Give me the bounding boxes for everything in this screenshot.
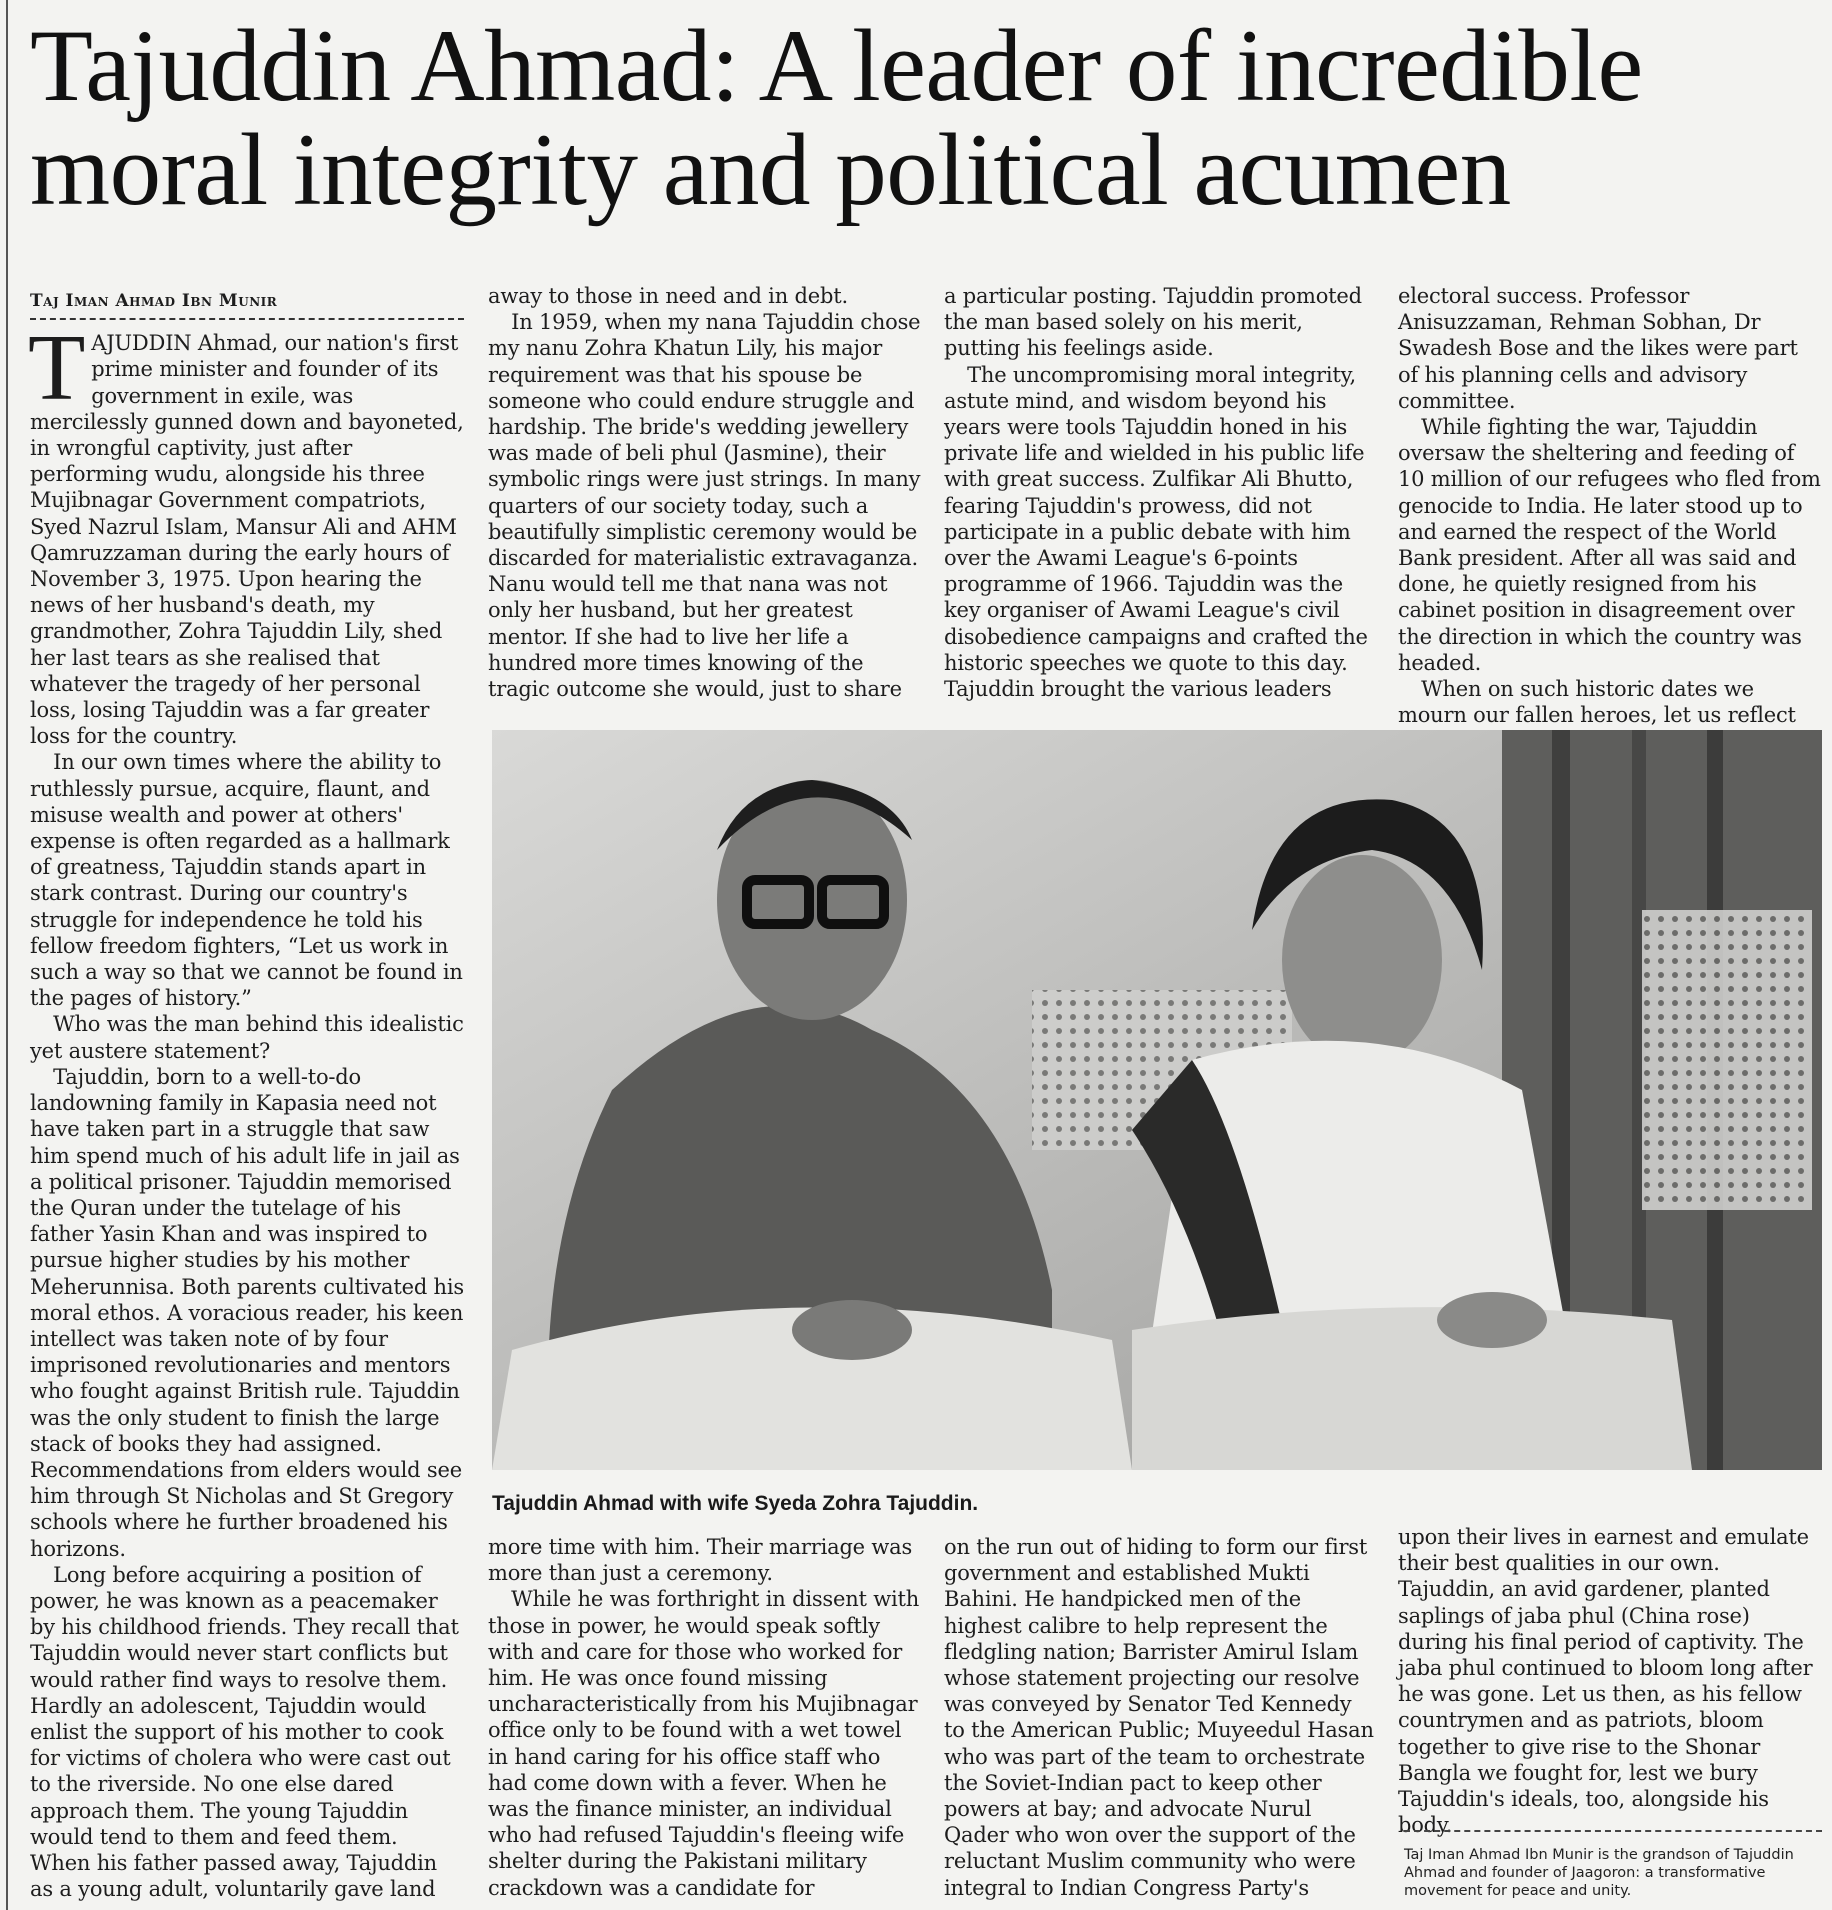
footnote-divider xyxy=(1404,1830,1822,1832)
left-column-rule xyxy=(6,0,8,1910)
paragraph: Long before acquiring a position of power, he was known as a peacemaker by his childhood friends. They recall that Tajuddin would never start conflicts but would rather find ways to resolve them. Hardly an adolescent, Tajuddin would enlist the support of his mother to cook for victims of cholera who were cast out to the riverside. No one else dared approach them. The young Tajuddin would tend to them and feed them. When his father passed away, Tajuddin as a young adult, voluntarily gave land xyxy=(30,1562,459,1902)
paragraph: away to those in need and in debt. xyxy=(488,284,848,308)
paragraph: When on such historic dates we mourn our fallen heroes, let us reflect xyxy=(1398,677,1796,728)
paragraph: Who was the man behind this idealistic yet austere statement? xyxy=(30,1012,464,1063)
paragraph-1-text: AJUDDIN Ahmad, our nation's first prime minister and founder of its government in exile, was mercilessly gunned down and bayoneted, in wrongful captivity, just after performing wudu, alongside his three Mujibnagar Government compatriots, Syed Nazrul Islam, Mansur Ali and AHM Qamruzzaman during the early hours of November 3, 1975. Upon hearing the news of her husband's death, my grandmother, Zohra Tajuddin Lily, shed her last tears as she realised that whatever the tragedy of her personal loss, losing Tajuddin was a far greater loss for the country. xyxy=(30,331,464,749)
paragraph: While he was forthright in dissent with those in power, he would speak softly with and care for those who worked for him. He was once found missing uncharacteristically from his Mujibnagar office only to be found with a wet towel in hand caring for his office staff who had come down with a fever. When he was the finance minister, an individual who had refused Tajuddin's fleeing wife shelter during the Pakistani military crackdown was a candidate for xyxy=(488,1587,920,1900)
byline: Taj Iman Ahmad Ibn Munir xyxy=(30,288,464,320)
author-footnote: Taj Iman Ahmad Ibn Munir is the grandson of Tajuddin Ahmad and founder of Jaagoron: a transformative movement for peace and unity. xyxy=(1404,1847,1794,1899)
paragraph: While fighting the war, Tajuddin oversaw the sheltering and feeding of 10 million of our refugees who fled from genocide to India. He later stood up to and earned the respect of the World Bank president. After all was said and done, he quietly resigned from his cabinet position in disagreement over the direction in which the country was headed. xyxy=(1398,415,1821,675)
photo-tajuddin-and-wife xyxy=(492,730,1822,1470)
drop-cap: T xyxy=(28,316,86,421)
paragraph: Tajuddin, born to a well-to-do landowning family in Kapasia need not have taken part in a struggle that saw him spend much of his adult life in jail as a political prisoner. Tajuddin memorised the Quran under the tutelage of his father Yasin Khan and was inspired to pursue higher studies by his mother Meherunnisa. Both parents cultivated his moral ethos. A voracious reader, his keen intellect was taken note of by four imprisoned revolutionaries and mentors who fought against British rule. Tajuddin was the only student to finish the large stack of books they had assigned. Recommendations from elders would see him through St Nicholas and St Gregory schools where he further broadened his horizons. xyxy=(30,1064,464,1561)
column-4-top xyxy=(1398,283,1822,728)
column-3-top xyxy=(944,283,1374,703)
column-4-bottom xyxy=(1398,1524,1822,1838)
paragraph: a particular posting. Tajuddin promoted the man based solely on his merit, putting his feelings aside. xyxy=(944,284,1362,361)
paragraph: upon their lives in earnest and emulate their best qualities in our own. Tajuddin, an avid gardener, planted saplings of jaba phul (China rose) during his final period of captivity. The jaba phul continued to bloom long after he was gone. Let us then, as his fellow countrymen and as patriots, bloom together to give rise to the Shonar Bangla we fought for, lest we bury Tajuddin's ideals, too, alongside his body. xyxy=(1398,1525,1813,1838)
paragraph: more time with him. Their marriage was more than just a ceremony. xyxy=(488,1535,913,1586)
column-3-bottom xyxy=(944,1534,1374,1910)
paragraph: electoral success. Professor Anisuzzaman, Rehman Sobhan, Dr Swadesh Bose and the likes were part of his planning cells and advisory committee. xyxy=(1398,284,1798,413)
photo-illustration xyxy=(492,730,1822,1470)
column-2-top xyxy=(488,283,922,703)
column-2-bottom xyxy=(488,1534,922,1910)
paragraph: on the run out of hiding to form our first government and established Mukti Bahini. He handpicked men of the highest calibre to help represent the fledgling nation; Barrister Amirul Islam whose statement projecting our resolve was conveyed by Senator Ted Kennedy to the American Public; Muyeedul Hasan who was part of the team to orchestrate the Soviet-Indian pact to keep other powers at bay; and advocate Nurul Qader who won over the support of the reluctant Muslim community who were integral to Indian Congress Party's xyxy=(944,1535,1374,1900)
paragraph: The uncompromising moral integrity, astute mind, and wisdom beyond his years were tools Tajuddin honed in his private life and wielded in his public life with great success. Zulfikar Ali Bhutto, fearing Tajuddin's prowess, did not participate in a public debate with him over the Awami League's 6-points programme of 1966. Tajuddin was the key organiser of Awami League's civil disobedience campaigns and crafted the historic speeches we quote to this day. Tajuddin brought the various leaders xyxy=(944,362,1368,702)
photo-caption: Tajuddin Ahmad with wife Syeda Zohra Tajuddin. xyxy=(492,1492,979,1515)
paragraph-1 xyxy=(28,316,464,749)
column-1 xyxy=(30,288,464,1910)
headline: Tajuddin Ahmad: A leader of incredible moral integrity and political acumen xyxy=(30,9,1643,227)
paragraph: In our own times where the ability to ruthlessly pursue, acquire, flaunt, and misuse wealth and power at others' expense is often regarded as a hallmark of greatness, Tajuddin stands apart in stark contrast. During our country's struggle for independence he told his fellow freedom fighters, “Let us work in such a way so that we cannot be found in the pages of history.” xyxy=(30,750,463,1011)
paragraph: In 1959, when my nana Tajuddin chose my nanu Zohra Khatun Lily, his major requirement was that his spouse be someone who could endure struggle and hardship. The bride's wedding jewellery was made of beli phul (Jasmine), their symbolic rings were just strings. In many quarters of our society today, such a beautifully simplistic ceremony would be discarded for materialistic extravaganza. Nanu would tell me that nana was not only her husband, but her greatest mentor. If she had to live her life a hundred more times knowing of the tragic outcome she would, just to share xyxy=(488,310,921,702)
